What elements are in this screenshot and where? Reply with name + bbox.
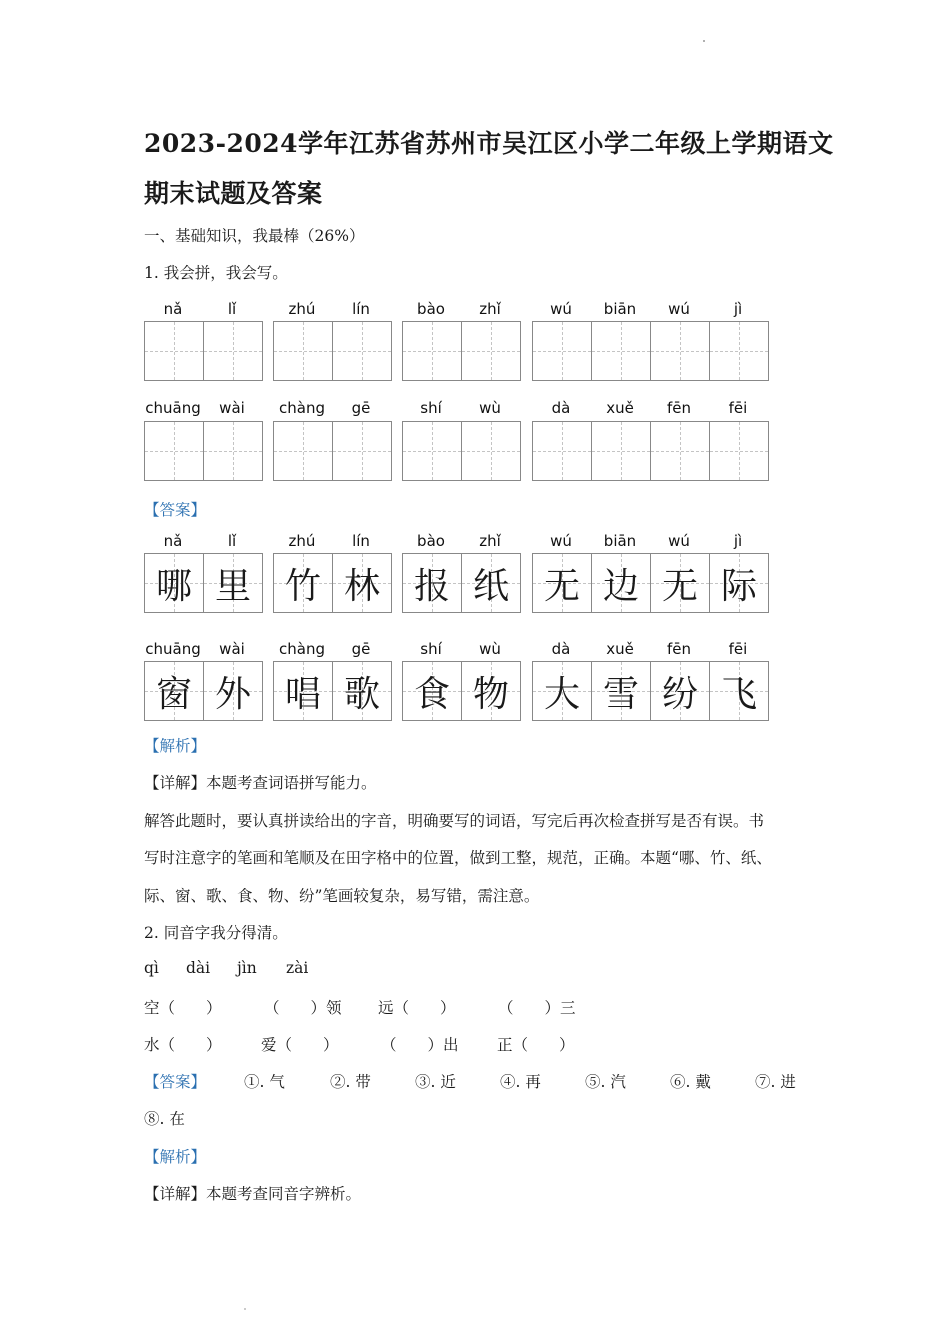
tianzige-cell[interactable] [461, 321, 521, 381]
tianzige-group [144, 421, 263, 481]
pinyin-label: jì [733, 300, 743, 318]
pinyin-label: wù [479, 399, 501, 417]
pinyin-label: gē [351, 399, 371, 417]
tianzige-group [273, 321, 392, 381]
answer-tianzige-group [532, 553, 769, 613]
tianzige-cell-filled [461, 553, 521, 613]
tianzige-cell[interactable] [650, 421, 710, 481]
pinyin-label: shí [420, 399, 442, 417]
pinyin-label: shí [420, 640, 442, 658]
answer-character: 无 [543, 565, 580, 607]
answer-character: 报 [413, 565, 450, 607]
answer-character: 窗 [155, 673, 192, 715]
explanation-line: 解答此题时，要认真拼读给出的字音，明确要写的词语，写完后再次检查拼写是否有误。书 [144, 812, 765, 830]
q2-blank[interactable]: （ ）三 [498, 999, 576, 1017]
detail-1: 【详解】本题考查词语拼写能力。 [144, 774, 377, 792]
tianzige-cell[interactable] [402, 421, 462, 481]
pinyin-label: xuě [606, 640, 634, 658]
tianzige-cell-filled [332, 553, 392, 613]
tianzige-cell[interactable] [532, 321, 592, 381]
answer-character: 纷 [661, 673, 698, 715]
pinyin-label: wú [668, 532, 690, 550]
tianzige-cell-filled [709, 553, 769, 613]
tianzige-cell-filled [591, 553, 651, 613]
pinyin-label: zhú [288, 300, 316, 318]
answer-character: 际 [720, 565, 757, 607]
q2-pinyin: dài [186, 959, 211, 977]
tianzige-cell-filled [532, 661, 592, 721]
tianzige-cell[interactable] [144, 321, 204, 381]
pinyin-label: lǐ [227, 300, 237, 318]
q2-blank[interactable]: （ ）出 [381, 1036, 459, 1054]
scan-dot [244, 1308, 246, 1310]
q2-blank[interactable]: 远（ ） [378, 999, 456, 1017]
tianzige-cell-filled [144, 553, 204, 613]
q2-blank[interactable]: 正（ ） [497, 1036, 575, 1054]
q2-pinyin: jìn [237, 959, 257, 977]
answer-tianzige-group [273, 661, 392, 721]
pinyin-label: nǎ [163, 532, 183, 550]
tianzige-cell-filled [650, 553, 710, 613]
pinyin-label: chàng [279, 640, 325, 658]
pinyin-label: zhǐ [479, 532, 501, 550]
q2-pinyin: zài [286, 959, 309, 977]
answer-character: 哪 [155, 565, 192, 607]
pinyin-label: chuāng [145, 399, 201, 417]
q2-blank[interactable]: （ ）领 [264, 999, 342, 1017]
pinyin-label: gē [351, 640, 371, 658]
pinyin-label: zhú [288, 532, 316, 550]
explanation-line: 写时注意字的笔画和笔顺及在田字格中的位置，做到工整，规范，正确。本题“哪、竹、纸、 [144, 849, 772, 867]
tianzige-cell[interactable] [332, 421, 392, 481]
pinyin-label: wù [479, 640, 501, 658]
tianzige-cell[interactable] [591, 321, 651, 381]
pinyin-label: wài [219, 399, 245, 417]
tianzige-cell-filled [203, 661, 263, 721]
answer-tianzige-group [402, 553, 521, 613]
pinyin-label: bào [417, 532, 445, 550]
pinyin-label: xuě [606, 399, 634, 417]
tianzige-cell[interactable] [273, 421, 333, 481]
q2-answer: ③. 近 [415, 1073, 456, 1091]
tianzige-cell-filled [709, 661, 769, 721]
answer-character: 歌 [343, 673, 380, 715]
tianzige-cell[interactable] [144, 421, 204, 481]
answer-character: 飞 [720, 673, 757, 715]
q2-blank[interactable]: 空（ ） [144, 999, 222, 1017]
pinyin-label: lín [352, 300, 370, 318]
answer-tianzige-group [144, 661, 263, 721]
scan-dot [703, 40, 705, 42]
answer-character: 纸 [472, 565, 509, 607]
tianzige-cell[interactable] [591, 421, 651, 481]
tianzige-cell[interactable] [402, 321, 462, 381]
tianzige-cell-filled [461, 661, 521, 721]
tianzige-cell[interactable] [332, 321, 392, 381]
q2-blank[interactable]: 水（ ） [144, 1036, 222, 1054]
answer-character: 林 [343, 565, 380, 607]
q2-blank[interactable]: 爱（ ） [261, 1036, 339, 1054]
q2-pinyin: qì [144, 959, 159, 977]
pinyin-label: lǐ [227, 532, 237, 550]
answer-tag: 【答案】 [144, 501, 207, 519]
tianzige-cell-filled [144, 661, 204, 721]
tianzige-cell[interactable] [273, 321, 333, 381]
tianzige-cell-filled [650, 661, 710, 721]
answer-tag: 【答案】 [144, 1073, 207, 1091]
answer-character: 雪 [602, 673, 639, 715]
tianzige-cell[interactable] [203, 321, 263, 381]
q2-answer: ⑤. 汽 [585, 1073, 626, 1091]
tianzige-cell-filled [591, 661, 651, 721]
tianzige-cell-filled [203, 553, 263, 613]
tianzige-cell-filled [532, 553, 592, 613]
analysis-tag: 【解析】 [144, 737, 207, 755]
tianzige-group [402, 321, 521, 381]
explanation-line: 际、窗、歌、食、物、纷”笔画较复杂，易写错，需注意。 [144, 887, 540, 905]
tianzige-cell[interactable] [709, 421, 769, 481]
pinyin-label: wú [550, 300, 572, 318]
doc-title-line1: 2023-2024学年江苏省苏州市吴江区小学二年级上学期语文 [144, 129, 834, 158]
section-heading: 一、基础知识，我最棒（26%） [144, 227, 365, 245]
q2-answer: ⑧. 在 [144, 1110, 185, 1128]
tianzige-cell[interactable] [203, 421, 263, 481]
tianzige-cell[interactable] [650, 321, 710, 381]
question-1: 1. 我会拼，我会写。 [144, 264, 288, 282]
tianzige-cell-filled [402, 553, 462, 613]
q2-answer: ⑦. 进 [755, 1073, 796, 1091]
tianzige-cell[interactable] [532, 421, 592, 481]
pinyin-label: fēn [666, 640, 692, 658]
pinyin-label: biān [603, 300, 637, 318]
tianzige-cell[interactable] [461, 421, 521, 481]
tianzige-cell-filled [273, 661, 333, 721]
answer-character: 里 [214, 565, 251, 607]
pinyin-label: lín [352, 532, 370, 550]
answer-tianzige-group [144, 553, 263, 613]
pinyin-label: dà [551, 640, 571, 658]
pinyin-label: zhǐ [479, 300, 501, 318]
pinyin-label: fēn [666, 399, 692, 417]
pinyin-label: fēi [728, 399, 748, 417]
pinyin-label: chàng [279, 399, 325, 417]
pinyin-label: bào [417, 300, 445, 318]
tianzige-group [273, 421, 392, 481]
answer-tianzige-group [402, 661, 521, 721]
answer-character: 外 [214, 673, 251, 715]
analysis-tag: 【解析】 [144, 1148, 207, 1166]
tianzige-cell[interactable] [709, 321, 769, 381]
pinyin-label: wú [668, 300, 690, 318]
answer-character: 唱 [284, 673, 321, 715]
tianzige-cell-filled [273, 553, 333, 613]
pinyin-label: nǎ [163, 300, 183, 318]
tianzige-group [144, 321, 263, 381]
q2-answer: ④. 再 [500, 1073, 541, 1091]
tianzige-cell-filled [402, 661, 462, 721]
q2-answer: ①. 气 [244, 1073, 285, 1091]
doc-title-line2: 期末试题及答案 [144, 179, 323, 208]
answer-character: 竹 [284, 565, 321, 607]
pinyin-label: wú [550, 532, 572, 550]
answer-character: 无 [661, 565, 698, 607]
question-2: 2. 同音字我分得清。 [144, 924, 288, 942]
tianzige-group [402, 421, 521, 481]
q2-answer: ⑥. 戴 [670, 1073, 711, 1091]
pinyin-label: fēi [728, 640, 748, 658]
answer-tianzige-group [532, 661, 769, 721]
pinyin-label: chuāng [145, 640, 201, 658]
answer-character: 大 [543, 673, 580, 715]
tianzige-group [532, 321, 769, 381]
pinyin-label: biān [603, 532, 637, 550]
pinyin-label: dà [551, 399, 571, 417]
q2-answer: ②. 带 [330, 1073, 371, 1091]
answer-character: 物 [472, 673, 509, 715]
tianzige-group [532, 421, 769, 481]
detail-2: 【详解】本题考查同音字辨析。 [144, 1185, 362, 1203]
tianzige-cell-filled [332, 661, 392, 721]
answer-character: 食 [413, 673, 450, 715]
answer-tianzige-group [273, 553, 392, 613]
pinyin-label: wài [219, 640, 245, 658]
pinyin-label: jì [733, 532, 743, 550]
answer-character: 边 [602, 565, 639, 607]
